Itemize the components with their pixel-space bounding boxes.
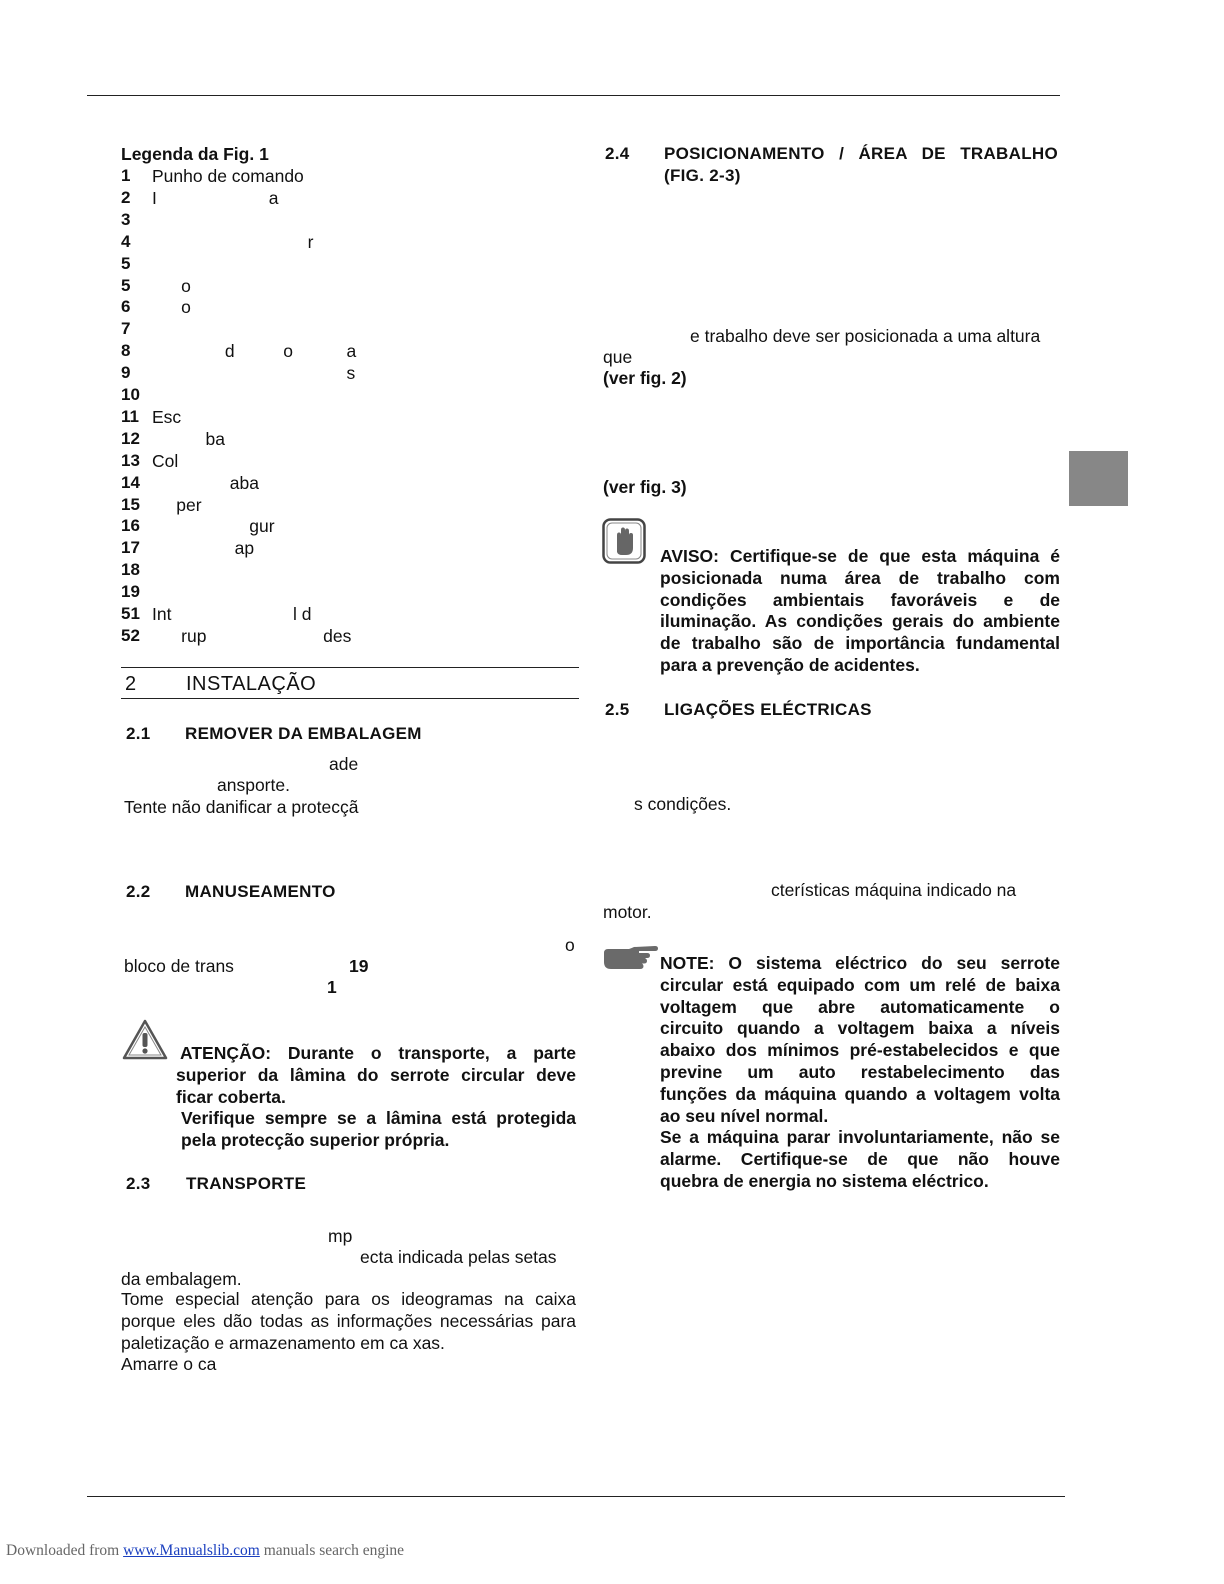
legend-text: r (152, 231, 314, 252)
section-2-3-number: 2.3 (126, 1174, 151, 1193)
footer-suffix: manuals search engine (259, 1542, 405, 1559)
section-2-3-line: paletização e armazenamento em ca xas. (121, 1332, 445, 1353)
section-2-3-text: da embalagem. (121, 1269, 242, 1289)
section-2-3-text: mp (328, 1226, 353, 1246)
legend-text: ap (152, 538, 255, 559)
legend-number: 13 (121, 450, 140, 470)
chapter-tab-marker (1069, 451, 1128, 506)
note-line: previne um auto restabelecimento das (660, 1061, 1060, 1082)
warning-note (660, 546, 1060, 677)
note-line: funções da máquina quando a voltagem volta (660, 1083, 1060, 1104)
section-2-3-title: TRANSPORTE (186, 1174, 307, 1193)
manualslib-link[interactable]: www.Manualslib.com (123, 1542, 260, 1559)
note-line: alarme. Certifique-se de que não houve (660, 1149, 1060, 1170)
legend-text: Punho de comando (152, 166, 304, 186)
section-2-3-paragraph (121, 1289, 576, 1376)
legend-text: Int l d (152, 604, 312, 624)
attention-note (176, 1043, 576, 1108)
attention-line: pela protecção superior própria. (181, 1129, 450, 1150)
legend-number: 51 (121, 604, 140, 623)
note-line: circuito quando a voltagem baixa a níveis (660, 1018, 1060, 1039)
note-line: quebra de energia no sistema eléctrico. (660, 1170, 989, 1191)
legend-text: ba (152, 428, 225, 449)
legend-number: 1 (121, 166, 131, 185)
note-line: abaixo dos mínimos pré-estabelecidos e que (660, 1040, 1060, 1061)
attention-line: ficar coberta. (176, 1086, 286, 1107)
fig-3-reference: (ver fig. 3) (603, 477, 687, 497)
legend-text: aba (152, 472, 259, 493)
section-2-1-text: Tente não danificar a protecçã (124, 797, 359, 817)
legend-number: 12 (121, 428, 140, 448)
legend-number: 11 (121, 406, 139, 426)
section-2-4-title-cont: (FIG. 2-3) (664, 166, 741, 185)
warning-line: AVISO: Certifique-se de que esta máquina é (660, 546, 1060, 566)
note-line: NOTE: O sistema eléctrico do seu serrote (660, 953, 1060, 973)
legend-number: 3 (121, 209, 131, 229)
legend-text: rup des (152, 625, 352, 646)
legend-text: d o a (152, 341, 357, 362)
warning-line: de trabalho são de importância fundamental (660, 633, 1060, 654)
section-2-2-text: o (565, 935, 575, 955)
footer-rule (87, 1496, 1065, 1497)
fig-2-reference: (ver fig. 2) (603, 368, 687, 388)
warning-line: posicionada numa área de trabalho com (660, 567, 1060, 588)
legend-text: o (152, 275, 191, 296)
attention-line: superior da lâmina do serrote circular deve (176, 1064, 576, 1085)
section-2-5-text: cterísticas máquina indicado na (771, 880, 1017, 900)
legend-number: 5 (121, 253, 131, 273)
legend-number: 17 (121, 538, 140, 558)
section-2-5-text: s condições. (634, 794, 732, 814)
section-2-3-text: ecta indicada pelas setas (360, 1247, 557, 1267)
legend-number: 19 (121, 582, 140, 602)
legend-number: 15 (121, 494, 140, 514)
footer-prefix: Downloaded from (6, 1542, 124, 1559)
header-rule (87, 95, 1060, 96)
warning-line: iluminação. As condições gerais do ambiente (660, 611, 1060, 632)
legend-number: 8 (121, 341, 131, 361)
stop-hand-icon (602, 518, 646, 564)
section-2-2-ref: 19 (349, 956, 369, 976)
legend-number: 52 (121, 625, 140, 645)
section-2-5-title: LIGAÇÕES ELÉCTRICAS (664, 700, 872, 719)
legend-text: o (152, 297, 191, 318)
section-2-1-number: 2.1 (126, 724, 151, 743)
legend-text: per (152, 494, 202, 515)
note-line: voltagem que abre automaticamente o (660, 996, 1060, 1017)
section-2-5-number: 2.5 (605, 700, 630, 719)
legend-number: 2 (121, 187, 131, 207)
note-line: circular está equipado com um relé de baixa (660, 974, 1060, 995)
note-line: Se a máquina parar involuntariamente, não se (660, 1127, 1060, 1148)
section-2-number: 2 (125, 673, 137, 695)
section-2-3-line: Tome especial atenção para os ideogramas na caixa (121, 1289, 576, 1309)
legend-number: 14 (121, 472, 140, 492)
section-2-bottom-rule (121, 698, 579, 699)
legend-text: Col (152, 450, 179, 471)
section-2-1-text: ade (329, 754, 359, 774)
section-2-2-number: 2.2 (126, 882, 151, 901)
legend-number: 7 (121, 319, 131, 339)
pointing-hand-icon (601, 944, 659, 972)
legend-text: Esc (152, 406, 182, 427)
warning-line: para a prevenção de acidentes. (660, 654, 920, 675)
legend-number: 4 (121, 231, 131, 251)
attention-note-2 (181, 1108, 576, 1152)
section-2-3-line: Amarre o ca (121, 1354, 217, 1375)
legend-number: 9 (121, 363, 131, 383)
section-2-4-number: 2.4 (605, 144, 630, 163)
legend-text: I a (152, 187, 279, 208)
section-2-1-text: ansporte. (217, 775, 290, 795)
section-2-5-text: motor. (603, 902, 652, 922)
legend-text: gur (152, 516, 275, 537)
download-footer (6, 1542, 404, 1560)
section-2-2-title: MANUSEAMENTO (185, 882, 336, 901)
attention-line: ATENÇÃO: Durante o transporte, a parte (180, 1043, 576, 1063)
section-2-4-title: POSICIONAMENTO / ÁREA DE TRABALHO (664, 144, 1058, 163)
section-2-2-text: bloco de trans (124, 956, 234, 976)
electrical-note (660, 953, 1060, 1193)
section-2-title: INSTALAÇÃO (186, 673, 317, 695)
warning-line: condições ambientais favoráveis e de (660, 589, 1060, 610)
legend-number: 16 (121, 516, 140, 536)
legend-number: 5 (121, 275, 131, 295)
note-line: ao seu nível normal. (660, 1105, 829, 1126)
legend-title: Legenda da Fig. 1 (121, 144, 269, 164)
section-2-4-text: que (603, 347, 633, 367)
section-2-top-rule (121, 667, 579, 668)
section-2-2-ref: 1 (327, 977, 337, 997)
warning-triangle-icon (121, 1018, 169, 1062)
section-2-3-line: porque eles dão todas as informações necessárias para (121, 1310, 576, 1331)
section-2-4-text: e trabalho deve ser posicionada a uma altura (690, 326, 1041, 346)
section-2-1-title: REMOVER DA EMBALAGEM (185, 724, 422, 743)
attention-line: Verifique sempre se a lâmina está protegida (181, 1108, 576, 1128)
legend-number: 6 (121, 297, 131, 317)
legend-text: s (152, 363, 356, 384)
legend-number: 18 (121, 560, 140, 580)
legend-number: 10 (121, 385, 140, 404)
